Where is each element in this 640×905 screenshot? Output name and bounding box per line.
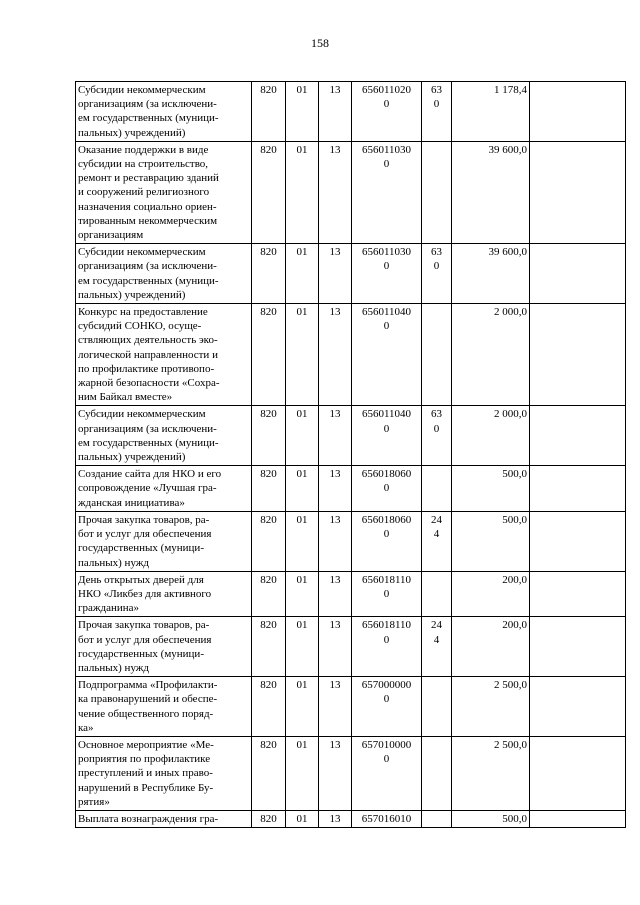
row-description: Прочая закупка товаров, ра- бот и услуг для обеспечения государственных (муници- пальных) нужд [76,617,252,677]
expense-type-code [422,466,452,512]
amount-value: 2 000,0 [452,304,530,406]
ministry-code: 820 [252,571,286,617]
extra-column [530,466,626,512]
expense-type-code: 24 4 [422,617,452,677]
table-row [76,617,626,677]
section-code: 01 [286,677,319,737]
amount-value: 39 600,0 [452,141,530,243]
table-row [76,571,626,617]
extra-column [530,677,626,737]
ministry-code: 820 [252,677,286,737]
expense-type-code: 63 0 [422,244,452,304]
extra-column [530,571,626,617]
subsection-code: 13 [319,304,352,406]
subsection-code: 13 [319,466,352,512]
amount-value: 2 500,0 [452,677,530,737]
row-description: День открытых дверей для НКО «Ликбез для активного гражданина» [76,571,252,617]
ministry-code: 820 [252,810,286,827]
row-description: Оказание поддержки в виде субсидии на строительство, ремонт и реставрацию зданий и сооружений религиозного назначения социально ориен- тированным некоммерческим организациям [76,141,252,243]
row-description: Субсидии некоммерческим организациям (за исключени- ем государственных (муници- пальных) учреждений) [76,406,252,466]
amount-value: 200,0 [452,617,530,677]
subsection-code: 13 [319,406,352,466]
extra-column [530,82,626,142]
expense-type-code: 63 0 [422,82,452,142]
table-row [76,82,626,142]
extra-column [530,141,626,243]
subsection-code: 13 [319,511,352,571]
section-code: 01 [286,466,319,512]
amount-value: 200,0 [452,571,530,617]
subsection-code: 13 [319,677,352,737]
extra-column [530,244,626,304]
row-description: Конкурс на предоставление субсидий СОНКО, осуще- ствляющих деятельность эко- логической направленности и по профилактике противопо- жарной безопасности «Сохра- ним Байкал вместе» [76,304,252,406]
expense-type-code: 24 4 [422,511,452,571]
row-description: Создание сайта для НКО и его сопровождение «Лучшая гра- жданская инициатива» [76,466,252,512]
table-row [76,141,626,243]
target-article-code: 656018110 0 [352,617,422,677]
row-description: Выплата вознаграждения гра- [76,810,252,827]
target-article-code: 657016010 [352,810,422,827]
row-description: Основное мероприятие «Ме- роприятия по профилактике преступлений и иных право- нарушений в Республике Бу- рятия» [76,736,252,810]
target-article-code: 657000000 0 [352,677,422,737]
extra-column [530,304,626,406]
section-code: 01 [286,141,319,243]
amount-value: 2 000,0 [452,406,530,466]
extra-column [530,406,626,466]
expense-type-code [422,141,452,243]
amount-value: 39 600,0 [452,244,530,304]
extra-column [530,617,626,677]
amount-value: 1 178,4 [452,82,530,142]
target-article-code: 656018110 0 [352,571,422,617]
budget-table [75,81,626,828]
amount-value: 500,0 [452,511,530,571]
table-row [76,511,626,571]
ministry-code: 820 [252,141,286,243]
table-body [76,82,626,828]
ministry-code: 820 [252,304,286,406]
expense-type-code [422,810,452,827]
extra-column [530,810,626,827]
table-row [76,244,626,304]
target-article-code: 656011040 0 [352,406,422,466]
target-article-code: 656018060 0 [352,511,422,571]
subsection-code: 13 [319,810,352,827]
table-row [76,677,626,737]
target-article-code: 656018060 0 [352,466,422,512]
ministry-code: 820 [252,466,286,512]
ministry-code: 820 [252,617,286,677]
ministry-code: 820 [252,82,286,142]
table-row [76,466,626,512]
subsection-code: 13 [319,141,352,243]
subsection-code: 13 [319,82,352,142]
amount-value: 500,0 [452,466,530,512]
target-article-code: 656011020 0 [352,82,422,142]
section-code: 01 [286,82,319,142]
table-row [76,406,626,466]
target-article-code: 657010000 0 [352,736,422,810]
target-article-code: 656011030 0 [352,244,422,304]
page-number: 158 [311,36,329,50]
expense-type-code [422,677,452,737]
row-description: Субсидии некоммерческим организациям (за исключени- ем государственных (муници- пальных) учреждений) [76,82,252,142]
table-row [76,736,626,810]
section-code: 01 [286,617,319,677]
target-article-code: 656011030 0 [352,141,422,243]
ministry-code: 820 [252,244,286,304]
subsection-code: 13 [319,617,352,677]
amount-value: 2 500,0 [452,736,530,810]
row-description: Субсидии некоммерческим организациям (за исключени- ем государственных (муници- пальных) учреждений) [76,244,252,304]
target-article-code: 656011040 0 [352,304,422,406]
ministry-code: 820 [252,511,286,571]
expense-type-code [422,571,452,617]
ministry-code: 820 [252,736,286,810]
section-code: 01 [286,571,319,617]
extra-column [530,736,626,810]
row-description: Подпрограмма «Профилакти- ка правонарушений и обеспе- чение общественного поряд- ка» [76,677,252,737]
expense-type-code: 63 0 [422,406,452,466]
table-row [76,810,626,827]
subsection-code: 13 [319,736,352,810]
section-code: 01 [286,406,319,466]
subsection-code: 13 [319,244,352,304]
table-row [76,304,626,406]
expense-type-code [422,736,452,810]
subsection-code: 13 [319,571,352,617]
row-description: Прочая закупка товаров, ра- бот и услуг для обеспечения государственных (муници- пальных) нужд [76,511,252,571]
extra-column [530,511,626,571]
section-code: 01 [286,511,319,571]
section-code: 01 [286,304,319,406]
section-code: 01 [286,736,319,810]
ministry-code: 820 [252,406,286,466]
section-code: 01 [286,810,319,827]
section-code: 01 [286,244,319,304]
expense-type-code [422,304,452,406]
amount-value: 500,0 [452,810,530,827]
